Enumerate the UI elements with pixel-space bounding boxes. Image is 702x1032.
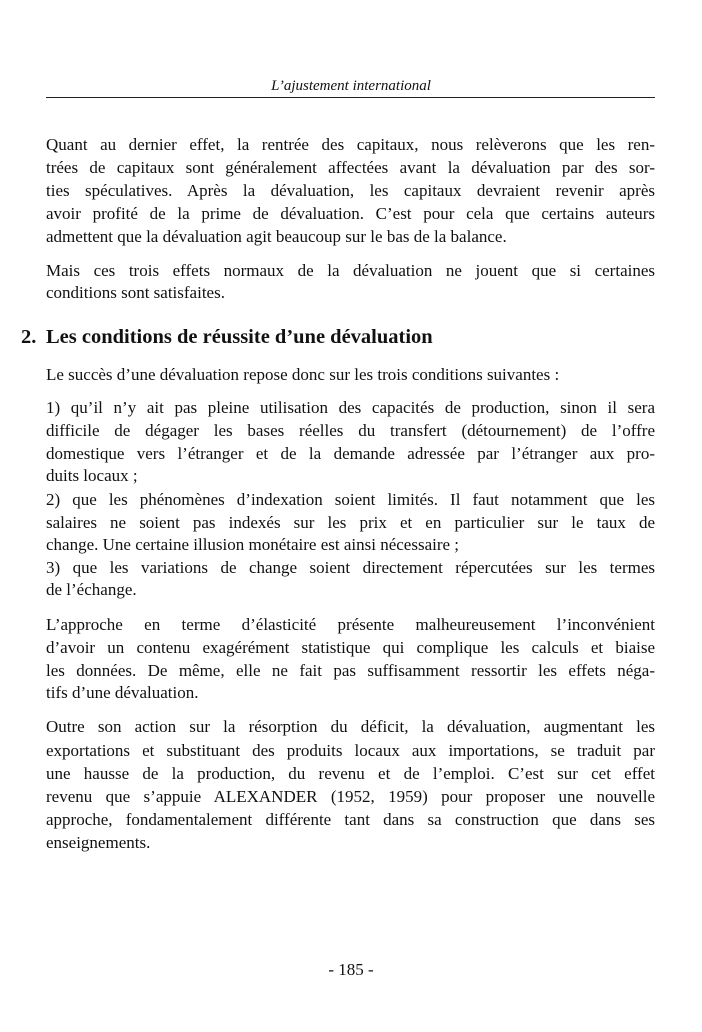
text-line: 1) qu’il n’y ait pas pleine utilisation des capacités de production, sinon il sera [46, 398, 655, 417]
text-line: une hausse de la production, du revenu et de l’emploi. C’est sur cet effet [46, 764, 655, 783]
text-line: Le succès d’une dévaluation repose donc sur les trois conditions suivantes : [46, 365, 560, 384]
section-heading: Les conditions de réussite d’une dévaluation [46, 326, 433, 348]
text-line: tifs d’une dévaluation. [46, 683, 199, 702]
text-line: salaires ne soient pas indexés sur les prix et en particulier sur le taux de [46, 513, 655, 532]
running-header: L’ajustement international [271, 78, 431, 94]
text-line: change. Une certaine illusion monétaire est ainsi nécessaire ; [46, 535, 460, 554]
text-line: conditions sont satisfaites. [46, 283, 225, 302]
text-line: 3) que les variations de change soient directement répercutées sur les termes [46, 558, 655, 577]
text-line: L’approche en terme d’élasticité présente malheureusement l’inconvénient [46, 615, 655, 634]
text-line: Quant au dernier effet, la rentrée des capitaux, nous relèverons que les ren- [46, 135, 655, 154]
text-line: les données. De même, elle ne fait pas suffisamment ressortir les effets néga- [46, 661, 655, 680]
text-line: duits locaux ; [46, 466, 138, 485]
text-line: Mais ces trois effets normaux de la dévaluation ne jouent que si certaines [46, 261, 655, 280]
page-number: - 185 - [328, 960, 374, 979]
text-line: ties spéculatives. Après la dévaluation, les capitaux devraient revenir après [46, 181, 655, 200]
text-line: admettent que la dévaluation agit beaucoup sur le bas de la balance. [46, 227, 507, 246]
text-line: de l’échange. [46, 580, 137, 599]
text-line: 2) que les phénomènes d’indexation soient limités. Il faut notamment que les [46, 490, 655, 509]
text-line: approche, fondamentalement différente tant dans sa construction que dans ses [46, 810, 655, 829]
section-number: 2. [21, 326, 37, 348]
text-line: trées de capitaux sont généralement affectées avant la dévaluation par des sor- [46, 158, 655, 177]
text-line: enseignements. [46, 833, 151, 852]
text-line: d’avoir un contenu exagérément statistique qui complique les calculs et biaise [46, 638, 655, 657]
text-line: avoir profité de la prime de dévaluation. C’est pour cela que certains auteurs [46, 204, 655, 223]
text-line: exportations et substituant des produits locaux aux importations, se traduit par [46, 741, 655, 760]
text-line: revenu que s’appuie ALEXANDER (1952, 1959) pour proposer une nouvelle [46, 787, 655, 806]
text-line: difficile de dégager les bases réelles du transfert (détournement) de l’offre [46, 421, 655, 440]
text-line: Outre son action sur la résorption du déficit, la dévaluation, augmentant les [46, 717, 655, 736]
header-rule [46, 97, 655, 98]
text-line: domestique vers l’étranger et de la demande adressée par l’étranger aux pro- [46, 444, 655, 463]
